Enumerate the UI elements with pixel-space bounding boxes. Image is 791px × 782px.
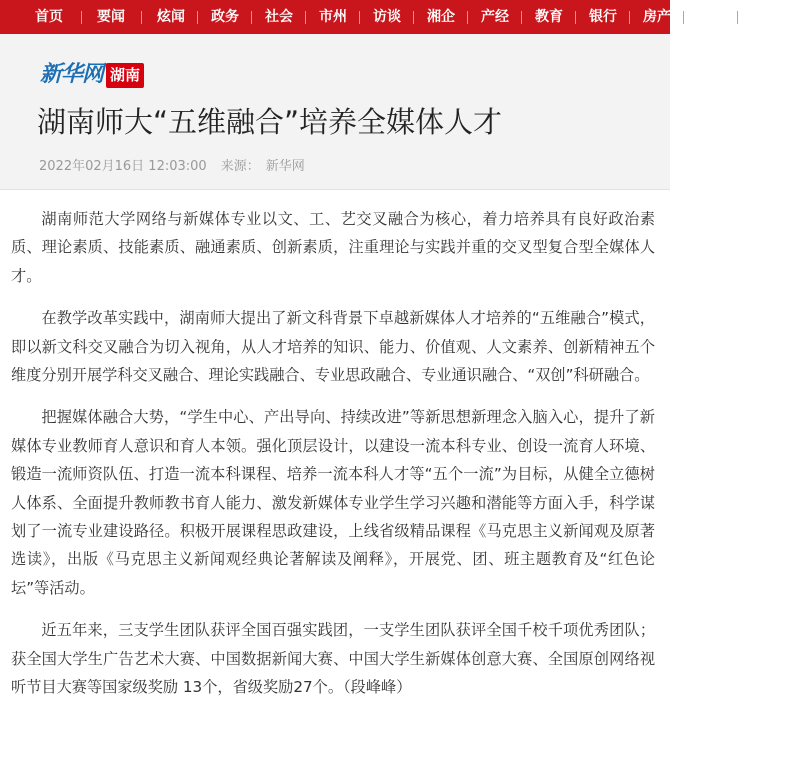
article-body xyxy=(11,205,655,716)
article-paragraph: 把握媒体融合大势，“学生中心、产出导向、持续改进”等新思想新理念入脑入心，提升了新媒体专业教师育人意识和育人本领。强化顶层设计，以建设一流本科专业、创设一流育人环境、锻造一流师资队伍、打造一流本科课程、培养一流本科人才等“五个一流”为目标，从健全立德树人体系、全面提升教师教书育人能力、激发新媒体专业学生学习兴趣和潜能等方面入手，科学谋划了一流专业建设路径。积极开展课程思政建设，上线省级精品课程《马克思主义新闻观及原著选读》，出版《马克思主义新闻观经典论著解读及阐释》，开展党、团、班主题教育及“红色论坛”等活动。 xyxy=(11,408,655,597)
logo-region-badge: 湖南 xyxy=(106,63,144,88)
publish-datetime: 2022年02月16日 12:03:00 xyxy=(39,159,207,174)
nav-item-education[interactable]: 教育 xyxy=(521,0,575,34)
article-meta xyxy=(39,157,305,177)
article-paragraph: 湖南师范大学网络与新媒体专业以文、工、艺交叉融合为核心，着力培养具有良好政治素质、理论素质、技能素质、融通素质、创新素质，注重理论与实践并重的交叉型复合型全媒体人才。 xyxy=(11,210,655,285)
nav-item-banking[interactable]: 银行 xyxy=(575,0,629,34)
nav-item-trending[interactable]: 炫闻 xyxy=(141,0,197,34)
nav-item-hunan-enterprises[interactable]: 湘企 xyxy=(413,0,467,34)
nav-item-economy[interactable]: 产经 xyxy=(467,0,521,34)
page-title: 湖南师大“五维融合”培养全媒体人才 xyxy=(37,105,503,139)
nav-item-home[interactable]: 首页 xyxy=(35,9,63,25)
nav-item-travel[interactable]: 旅游 xyxy=(683,0,737,34)
top-nav xyxy=(0,0,779,34)
nav-item-entertainment[interactable]: 娱乐 xyxy=(737,0,791,34)
nav-item-interviews[interactable]: 访谈 xyxy=(359,0,413,34)
article-paragraph: 近五年来，三支学生团队获评全国百强实践团，一支学生团队获评全国千校千项优秀团队；获全国大学生广告艺术大赛、中国数据新闻大赛、中国大学生新媒体创意大赛、全国原创网络视听节目大赛等国家级奖励 13个，省级奖励27个。（段峰峰） xyxy=(11,621,655,697)
nav-item-government[interactable]: 政务 xyxy=(197,0,251,34)
source-value: 新华网 xyxy=(265,159,305,174)
nav-item-society[interactable]: 社会 xyxy=(251,0,305,34)
nav-item-cities[interactable]: 市州 xyxy=(305,0,359,34)
site-logo[interactable] xyxy=(40,61,144,89)
article-header xyxy=(0,34,670,190)
logo-brand: 新华网 xyxy=(40,62,104,87)
article-paragraph: 在教学改革实践中，湖南师大提出了新文科背景下卓越新媒体人才培养的“五维融合”模式，即以新文科交叉融合为切入视角，从人才培养的知识、能力、价值观、人文素养、创新精神五个维度分别开展学科交叉融合、理论实践融合、专业思政融合、专业通识融合、“双创”科研融合。 xyxy=(11,309,655,385)
source-label: 来源： xyxy=(220,159,260,174)
nav-item-real-estate[interactable]: 房产 xyxy=(629,0,683,34)
nav-item-headlines[interactable]: 要闻 xyxy=(81,0,141,34)
